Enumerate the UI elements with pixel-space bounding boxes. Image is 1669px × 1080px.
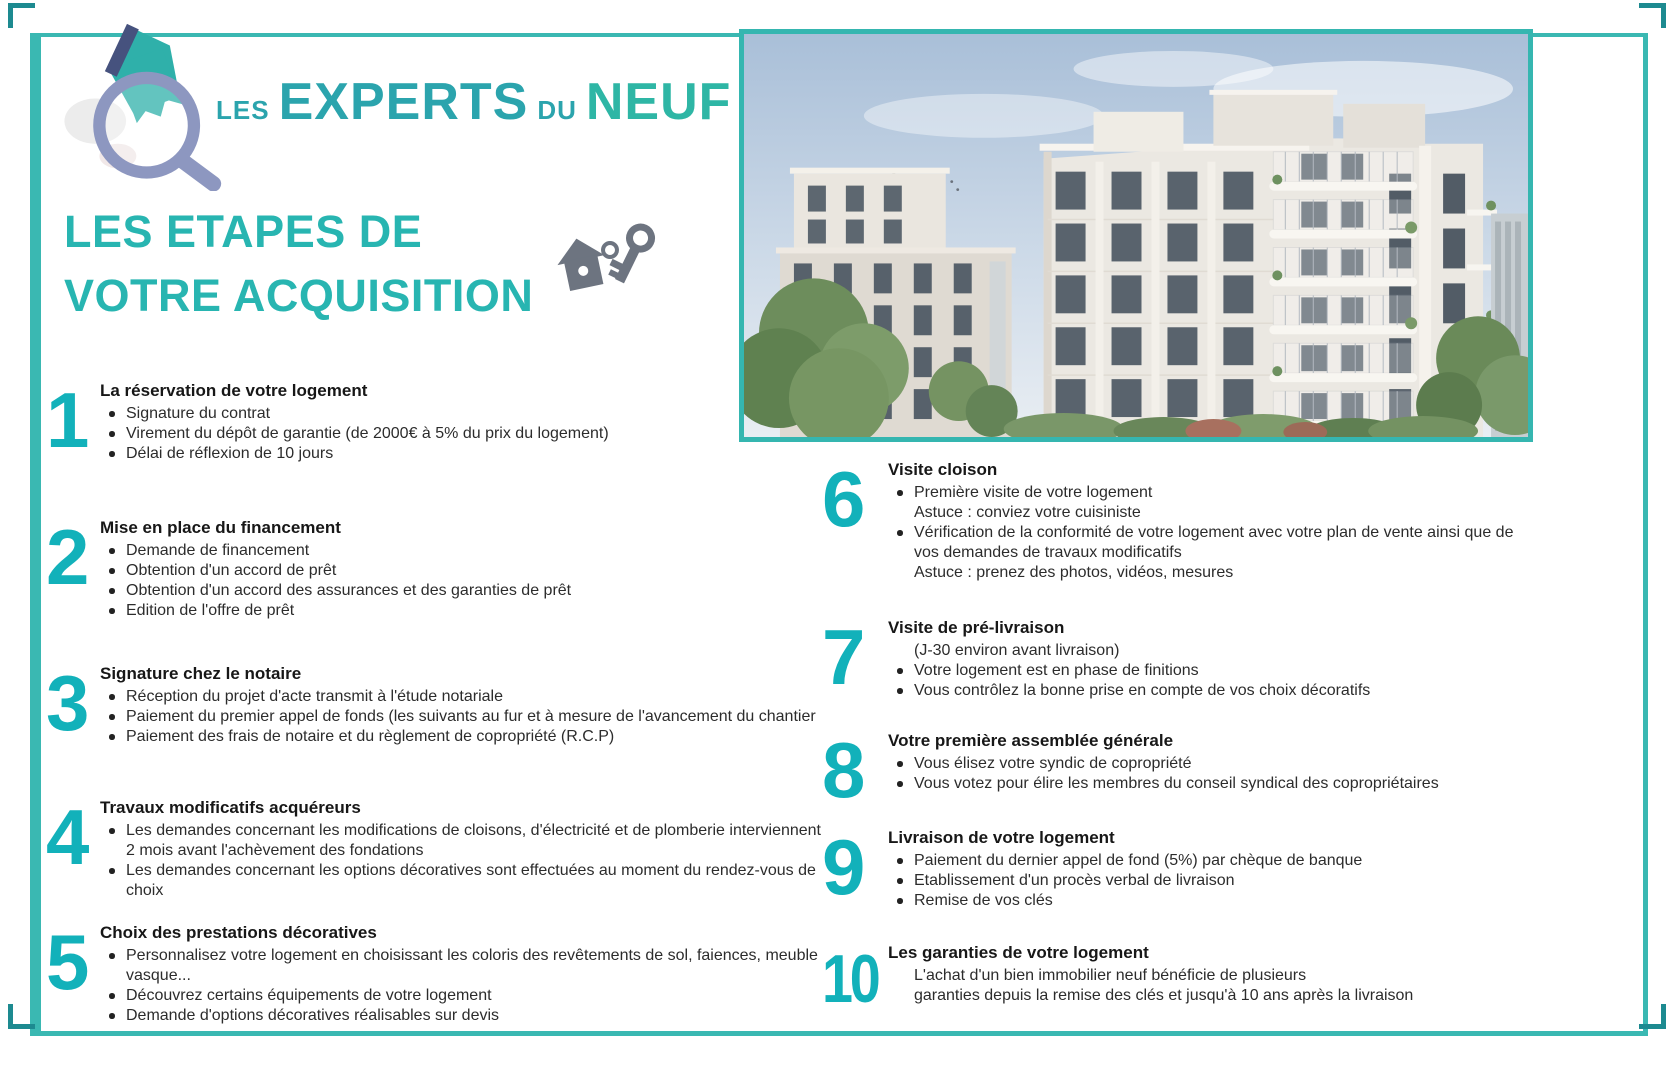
step-line: Réception du projet d'acte transmit à l'étude notariale (100, 687, 816, 707)
step-line: Les demandes concernant les modifications de cloisons, d'électricité et de plomberie interviennent 2 mois avant l'achèvement des fondations (100, 821, 824, 861)
step-title: Mise en place du financement (100, 518, 341, 537)
step-6 (822, 455, 1528, 583)
step-number: 3 (46, 659, 90, 747)
step-body (888, 460, 1528, 583)
step-1 (46, 376, 609, 464)
step-number: 2 (46, 513, 90, 601)
corner-mark-bottom-left (8, 1004, 35, 1029)
step-lines (100, 946, 824, 1026)
step-lines (888, 754, 1439, 794)
step-title: La réservation de votre logement (100, 381, 368, 400)
step-line: Découvrez certains équipements de votre logement (100, 986, 824, 1006)
step-body (100, 798, 824, 901)
page-title-line1: LES ETAPES DE (64, 206, 423, 257)
step-title: Travaux modificatifs acquéreurs (100, 798, 361, 817)
step-8 (822, 726, 1439, 814)
brand-word-du: DU (537, 95, 577, 125)
step-title: Choix des prestations décoratives (100, 923, 377, 942)
step-line: Etablissement d'un procès verbal de livraison (888, 871, 1362, 891)
step-body (888, 618, 1370, 701)
step-line: Vous élisez votre syndic de copropriété (888, 754, 1439, 774)
steps-column-left (46, 0, 836, 1080)
step-line: Signature du contrat (100, 404, 609, 424)
step-line: Astuce : prenez des photos, vidéos, mesures (914, 564, 1234, 581)
step-line: Obtention d'un accord des assurances et des garanties de prêt (100, 581, 571, 601)
step-line: Vérification de la conformité de votre logement avec votre plan de vente ainsi que de vos demandes de travaux modificatifs (888, 523, 1528, 563)
step-line: Paiement du dernier appel de fond (5%) par chèque de banque (888, 851, 1362, 871)
step-lines (888, 851, 1362, 911)
step-number: 8 (822, 726, 866, 814)
step-4 (46, 793, 824, 901)
step-body (100, 518, 571, 621)
step-title: Les garanties de votre logement (888, 943, 1149, 962)
step-10 (822, 941, 1414, 1017)
corner-mark-top-left (8, 3, 35, 28)
step-line: Edition de l'offre de prêt (100, 601, 571, 621)
step-3 (46, 659, 816, 747)
step-9 (822, 823, 1363, 911)
step-number: 9 (822, 823, 866, 911)
step-number: 4 (46, 793, 90, 881)
step-line: Obtention d'un accord de prêt (100, 561, 571, 581)
step-body (100, 381, 609, 464)
step-lines (100, 687, 816, 747)
step-lines (100, 541, 571, 621)
step-number: 6 (822, 455, 866, 543)
steps-column-right (822, 0, 1668, 1080)
step-lines (888, 966, 1413, 1006)
step-line: garanties depuis la remise des clés et jusqu'à 10 ans après la livraison (914, 987, 1414, 1004)
brand-word-les: LES (216, 95, 270, 125)
brand-word-experts: EXPERTS (278, 73, 529, 131)
step-number: 1 (46, 376, 90, 464)
step-line: Première visite de votre logement (888, 483, 1528, 503)
step-2 (46, 513, 572, 621)
step-title: Visite de pré-livraison (888, 618, 1065, 637)
step-lines (888, 641, 1370, 701)
step-line: Les demandes concernant les options décoratives sont effectuées au moment du rendez-vous de choix (100, 861, 824, 901)
step-number: 5 (46, 918, 90, 1006)
step-line: (J-30 environ avant livraison) (914, 642, 1120, 659)
step-title: Votre première assemblée générale (888, 731, 1174, 750)
step-body (100, 664, 816, 747)
step-lines (888, 483, 1528, 583)
step-line: Délai de réflexion de 10 jours (100, 444, 609, 464)
step-5 (46, 918, 824, 1026)
step-line: Remise de vos clés (888, 891, 1362, 911)
step-line: Vous votez pour élire les membres du conseil syndical des copropriétaires (888, 774, 1439, 794)
step-7 (822, 613, 1371, 701)
step-lines (100, 821, 824, 901)
step-line: Astuce : conviez votre cuisiniste (914, 504, 1141, 521)
step-line: L'achat d'un bien immobilier neuf bénéficie de plusieurs (914, 967, 1307, 984)
step-title: Livraison de votre logement (888, 828, 1115, 847)
brand-word-neuf: NEUF (585, 73, 732, 131)
step-line: Demande d'options décoratives réalisables sur devis (100, 1006, 824, 1026)
step-number: 7 (822, 613, 866, 701)
page-title-line2: VOTRE ACQUISITION (64, 270, 534, 321)
step-body (100, 923, 824, 1026)
step-line: Personnalisez votre logement en choisissant les coloris des revêtements de sol, faiences, meuble vasque... (100, 946, 824, 986)
step-body (888, 828, 1362, 911)
step-line: Virement du dépôt de garantie (de 2000€ à 5% du prix du logement) (100, 424, 609, 444)
step-line: Votre logement est en phase de finitions (888, 661, 1370, 681)
step-title: Signature chez le notaire (100, 664, 302, 683)
step-body (888, 943, 1413, 1006)
step-number: 10 (822, 941, 878, 1017)
step-line: Paiement des frais de notaire et du règlement de copropriété (R.C.P) (100, 727, 816, 747)
step-line: Demande de financement (100, 541, 571, 561)
step-title: Visite cloison (888, 460, 998, 479)
step-lines (100, 404, 609, 464)
step-line: Vous contrôlez la bonne prise en compte de vos choix décoratifs (888, 681, 1370, 701)
step-line: Paiement du premier appel de fonds (les suivants au fur et à mesure de l'avancement du chantier (100, 707, 816, 727)
step-body (888, 731, 1439, 794)
